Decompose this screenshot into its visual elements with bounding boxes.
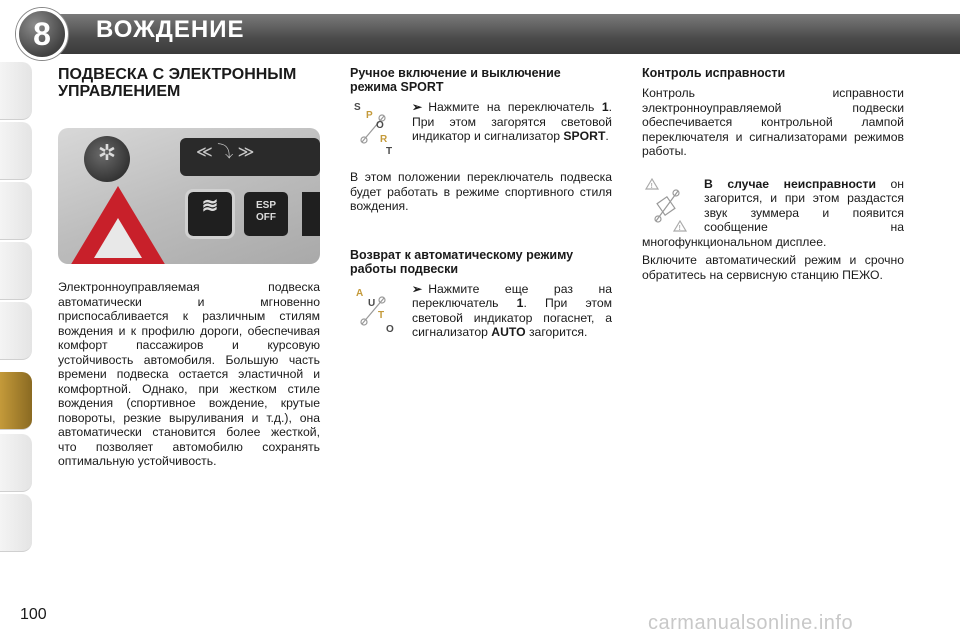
intro-paragraph: Электронноуправляемая подвеска автоматически и мгновенно приспосабливается к различным стилям вождения и к профилю дороги, обеспечивая комфорт пассажиров и курсовую устойчивость автомобиля. Большую часть времени подвеска остается эластичной и комфортной. Однако, при жестком стиле вождения (спортивное вождение, крутые повороты, резкие выруливания и т.д.), она автоматически становится более жесткой, что позволяет автомобилю сохранять оптимальную устойчивость. [58,280,320,468]
chapter-tab-5[interactable] [0,302,32,360]
auto-letter-u: U [368,297,376,309]
chapter-title: ВОЖДЕНИЕ [96,16,245,43]
auto-title-line-1: Возврат к автоматическому режиму [350,247,574,262]
fault-paragraph: В случае неисправности он загорится, и при этом раздастся звук зуммера и появится сообщение на многофункциональном дисплее. [642,176,904,249]
fan-icon: ✲ [97,140,117,165]
sport-indicator-icon [350,100,398,156]
sport-title-line-2: режима SPORT [350,80,444,94]
chapter-tab-1[interactable] [0,62,32,120]
auto-letter-a: A [356,287,364,299]
off-label: OFF [256,212,276,223]
page-number: 100 [20,606,47,623]
suspension-sport-button [188,192,232,236]
fault-indicator-icon [642,177,690,233]
watermark: carmanualsonline.info [648,612,854,634]
heading-line-1: ПОДВЕСКА С ЭЛЕКТРОННЫМ [58,66,297,83]
dashboard-switch-photo [58,128,320,264]
chapter-tabs [0,62,32,582]
sport-mode-paragraph: В этом положении переключатель подвеска будет работать в режиме спортивного стиля вождения. [350,170,612,213]
sport-mode-title [350,66,612,94]
esp-label: ESP [255,200,276,211]
fan-knob [84,136,130,182]
chapter-tab-3[interactable] [0,182,32,240]
seat-controls-strip [180,138,320,176]
bullet-arrow-icon: ➢ [412,100,423,114]
hazard-inner [94,218,142,258]
chapter-number: 8 [33,15,51,52]
section-heading [58,66,320,100]
auto-letter-o: O [386,323,394,335]
sport-letter-p: P [366,110,373,121]
sport-letter-t: T [386,146,393,156]
chapter-tab-9[interactable] [0,434,32,492]
column-sport-mode [350,66,612,340]
seat-controls-icons: ≪ ⤵ ≫ [196,144,255,161]
auto-indicator-icon [350,282,398,338]
chapter-tab-8-active[interactable] [0,372,32,430]
diagnostics-paragraph: Контроль исправности электронноуправляемой подвески обеспечивается контрольной лампой переключателя и сигнализаторами режимов работы. [642,86,904,158]
chapter-number-badge [16,8,68,60]
chapter-tab-4[interactable] [0,242,32,300]
esp-off-button [244,192,288,236]
sport-letter-r: R [380,134,388,145]
auto-mode-title [350,248,612,276]
auto-bullet: ➢ Нажмите еще раз на переключатель 1. При этом световой индикатор погаснет, а сигнализатор AUTO загорится. [412,281,612,339]
sport-title-line-1: Ручное включение и выключение [350,66,561,80]
service-paragraph: Включите автоматический режим и срочно обратитесь на сервисную станцию ПЕЖО. [642,253,904,282]
suspension-icon: ≋ [201,195,219,217]
sport-bullet: ➢ Нажмите на переключатель 1. При этом загорятся световой индикатор и сигнализатор SPORT. [412,100,612,143]
svg-text:!: ! [678,224,681,232]
diagnostics-title: Контроль исправности [642,66,786,80]
heading-line-2: УПРАВЛЕНИЕМ [58,83,181,100]
chapter-tab-10[interactable] [0,494,32,552]
sport-letter-o: O [376,120,384,131]
extra-button [302,192,320,236]
column-suspension-intro [58,66,320,469]
auto-letter-t: T [378,309,385,321]
chapter-tab-2[interactable] [0,122,32,180]
auto-title-line-2: работы подвески [350,261,459,276]
svg-text:!: ! [650,182,653,190]
column-diagnostics [642,66,904,282]
sport-letter-s: S [354,102,361,113]
bullet-arrow-icon: ➢ [412,281,423,296]
